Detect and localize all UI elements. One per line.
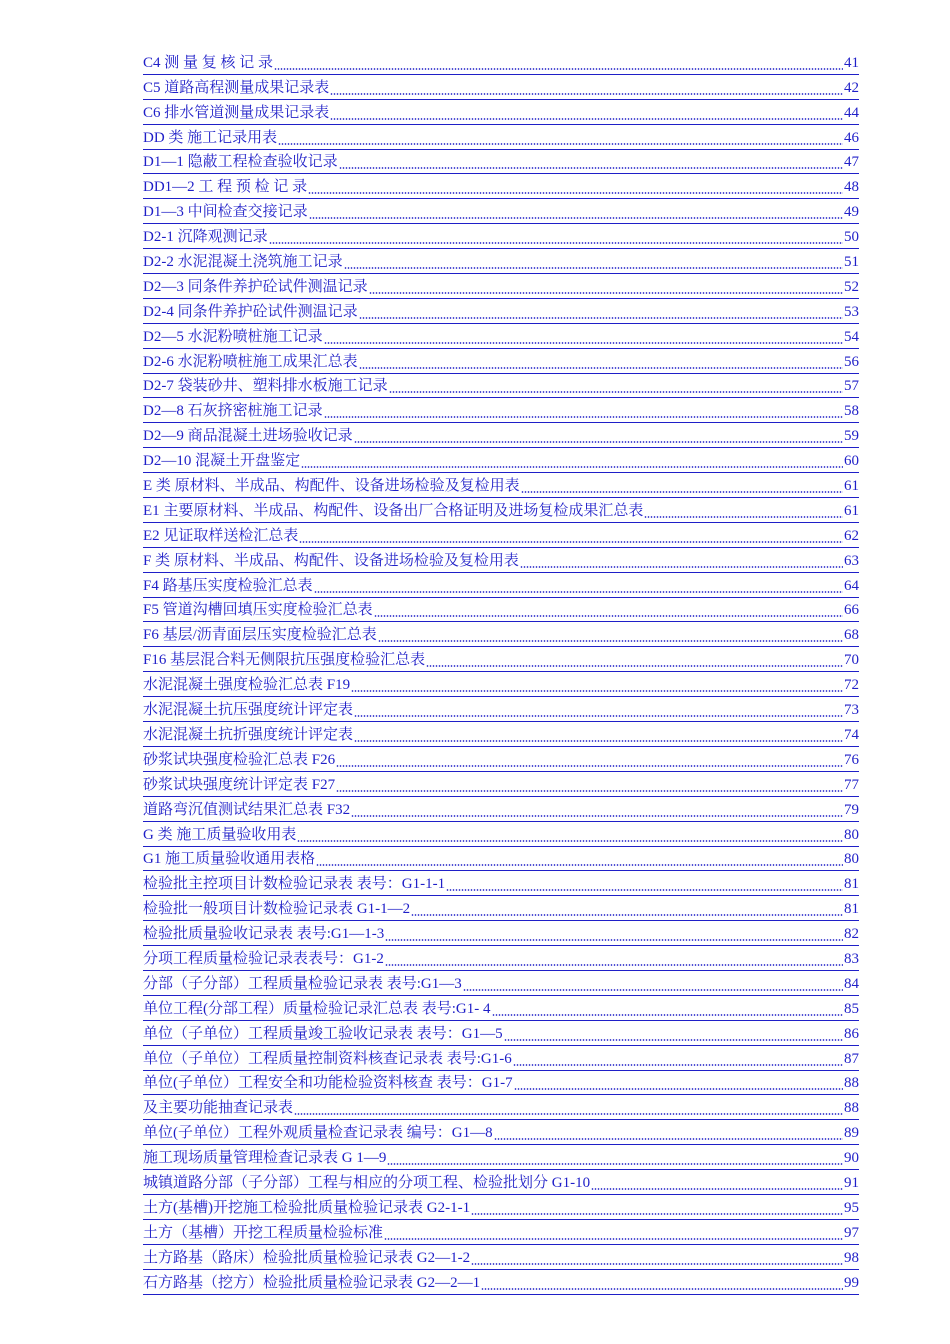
- toc-dot-leader: [354, 715, 843, 717]
- toc-entry-page-number: 89: [844, 1125, 859, 1142]
- toc-entry-title: 检验批一般项目计数检验记录表 G1-1—2: [143, 901, 411, 918]
- toc-entry[interactable]: [143, 1095, 859, 1120]
- toc-entry[interactable]: [143, 100, 859, 125]
- toc-entry[interactable]: [143, 174, 859, 199]
- toc-entry-page-number: 48: [844, 179, 859, 196]
- toc-entry[interactable]: [143, 1220, 859, 1245]
- toc-entry-page-number: 56: [844, 353, 859, 370]
- toc-entry-page-number: 80: [844, 826, 859, 843]
- toc-entry[interactable]: [143, 622, 859, 647]
- toc-entry-page-number: 53: [844, 303, 859, 320]
- toc-entry-title: 分项工程质量检验记录表表号：G1-2: [143, 950, 384, 967]
- toc-entry-title: C4 测 量 复 核 记 录: [143, 54, 274, 71]
- toc-dot-leader: [387, 1163, 843, 1165]
- toc-entry-title: 砂浆试块强度统计评定表 F27: [143, 776, 336, 793]
- table-of-contents: [143, 50, 859, 1295]
- toc-entry[interactable]: [143, 1071, 859, 1096]
- toc-entry[interactable]: [143, 747, 859, 772]
- toc-entry-page-number: 77: [844, 776, 859, 793]
- toc-entry-page-number: 74: [844, 726, 859, 743]
- toc-dot-leader: [274, 68, 843, 70]
- toc-entry-page-number: 63: [844, 552, 859, 569]
- toc-entry-title: D2-7 袋装砂井、塑料排水板施工记录: [143, 378, 388, 395]
- toc-entry[interactable]: [143, 1120, 859, 1145]
- toc-entry-page-number: 60: [844, 453, 859, 470]
- toc-entry-title: D2-1 沉降观测记录: [143, 229, 268, 246]
- toc-entry-page-number: 76: [844, 751, 859, 768]
- toc-entry-title: 单位（子单位）工程质量竣工验收记录表 表号：G1—5: [143, 1025, 503, 1042]
- toc-entry-page-number: 81: [844, 876, 859, 893]
- toc-entry[interactable]: [143, 598, 859, 623]
- toc-entry[interactable]: [143, 672, 859, 697]
- toc-entry-title: DD 类 施工记录用表: [143, 129, 278, 146]
- toc-entry[interactable]: [143, 125, 859, 150]
- toc-entry[interactable]: [143, 548, 859, 573]
- toc-entry[interactable]: [143, 50, 859, 75]
- toc-entry[interactable]: [143, 871, 859, 896]
- toc-entry-page-number: 54: [844, 328, 859, 345]
- toc-entry[interactable]: [143, 822, 859, 847]
- toc-entry[interactable]: [143, 498, 859, 523]
- toc-entry-page-number: 66: [844, 602, 859, 619]
- toc-entry-page-number: 46: [844, 129, 859, 146]
- toc-entry-title: D2—3 同条件养护砼试件测温记录: [143, 278, 368, 295]
- toc-dot-leader: [446, 889, 843, 891]
- toc-entry-title: 土方(基槽)开挖施工检验批质量检验记录表 G2-1-1: [143, 1199, 471, 1216]
- toc-entry[interactable]: [143, 847, 859, 872]
- toc-entry-title: G1 施工质量验收通用表格: [143, 851, 316, 868]
- toc-entry-title: 检验批主控项目计数检验记录表 表号：G1-1-1: [143, 876, 446, 893]
- toc-entry[interactable]: [143, 349, 859, 374]
- toc-entry[interactable]: [143, 249, 859, 274]
- toc-entry-page-number: 95: [844, 1199, 859, 1216]
- toc-entry-title: D2-6 水泥粉喷桩施工成果汇总表: [143, 353, 358, 370]
- toc-entry[interactable]: [143, 398, 859, 423]
- toc-entry-page-number: 83: [844, 950, 859, 967]
- toc-entry-page-number: 73: [844, 702, 859, 719]
- toc-entry[interactable]: [143, 1245, 859, 1270]
- toc-dot-leader: [359, 317, 843, 319]
- toc-dot-leader: [354, 740, 843, 742]
- toc-entry-title: DD1—2 工 程 预 检 记 录: [143, 179, 308, 196]
- toc-entry-page-number: 57: [844, 378, 859, 395]
- toc-entry-title: 检验批质量验收记录表 表号:G1—1-3: [143, 926, 385, 943]
- toc-entry-page-number: 79: [844, 801, 859, 818]
- toc-entry-page-number: 82: [844, 926, 859, 943]
- toc-dot-leader: [521, 491, 843, 493]
- toc-entry-page-number: 51: [844, 254, 859, 271]
- toc-entry-page-number: 70: [844, 652, 859, 669]
- toc-dot-leader: [426, 665, 843, 667]
- toc-dot-leader: [494, 1138, 843, 1140]
- toc-entry-title: D2—10 混凝土开盘鉴定: [143, 453, 301, 470]
- toc-entry[interactable]: [143, 75, 859, 100]
- toc-dot-leader: [520, 566, 843, 568]
- toc-entry-page-number: 44: [844, 104, 859, 121]
- toc-entry-page-number: 59: [844, 428, 859, 445]
- toc-entry[interactable]: [143, 1046, 859, 1071]
- toc-entry-page-number: 41: [844, 54, 859, 71]
- toc-entry[interactable]: [143, 971, 859, 996]
- toc-entry[interactable]: [143, 274, 859, 299]
- toc-dot-leader: [644, 516, 843, 518]
- toc-entry-title: F5 管道沟槽回填压实度检验汇总表: [143, 602, 373, 619]
- toc-entry-title: C5 道路高程测量成果记录表: [143, 79, 330, 96]
- toc-entry[interactable]: [143, 150, 859, 175]
- toc-entry-title: 水泥混凝土抗压强度统计评定表: [143, 702, 354, 719]
- toc-entry[interactable]: [143, 523, 859, 548]
- toc-entry-page-number: 58: [844, 403, 859, 420]
- toc-entry-title: 水泥混凝土抗折强度统计评定表: [143, 726, 354, 743]
- toc-entry[interactable]: [143, 573, 859, 598]
- toc-dot-leader: [294, 1113, 843, 1115]
- toc-entry[interactable]: [143, 946, 859, 971]
- toc-entry-title: F4 路基压实度检验汇总表: [143, 577, 313, 594]
- toc-dot-leader: [269, 242, 843, 244]
- toc-entry[interactable]: [143, 374, 859, 399]
- toc-entry-title: E1 主要原材料、半成品、构配件、设备出厂合格证明及进场复检成果汇总表: [143, 502, 644, 519]
- toc-dot-leader: [513, 1064, 843, 1066]
- toc-dot-leader: [471, 1263, 843, 1265]
- toc-entry[interactable]: [143, 647, 859, 672]
- toc-entry-page-number: 86: [844, 1025, 859, 1042]
- toc-dot-leader: [330, 118, 843, 120]
- toc-dot-leader: [278, 143, 843, 145]
- toc-entry-title: D2—8 石灰挤密桩施工记录: [143, 403, 323, 420]
- toc-entry-title: D1—1 隐蔽工程检查验收记录: [143, 154, 338, 171]
- toc-entry-title: 单位(子单位）工程外观质量检查记录表 编号：G1—8: [143, 1125, 493, 1142]
- toc-entry-title: D2-4 同条件养护砼试件测温记录: [143, 303, 358, 320]
- toc-dot-leader: [336, 790, 843, 792]
- toc-entry[interactable]: [143, 722, 859, 747]
- toc-entry-page-number: 47: [844, 154, 859, 171]
- toc-entry[interactable]: [143, 996, 859, 1021]
- toc-entry-page-number: 84: [844, 975, 859, 992]
- toc-entry-page-number: 81: [844, 901, 859, 918]
- toc-entry-title: D2—5 水泥粉喷桩施工记录: [143, 328, 323, 345]
- toc-dot-leader: [301, 466, 843, 468]
- toc-entry-page-number: 49: [844, 204, 859, 221]
- toc-dot-leader: [309, 217, 843, 219]
- toc-entry-title: 石方路基（挖方）检验批质量检验记录表 G2—2—1: [143, 1274, 481, 1291]
- toc-dot-leader: [336, 765, 843, 767]
- toc-dot-leader: [297, 840, 843, 842]
- toc-dot-leader: [308, 192, 843, 194]
- toc-entry-page-number: 64: [844, 577, 859, 594]
- toc-entry[interactable]: [143, 324, 859, 349]
- toc-dot-leader: [359, 367, 843, 369]
- toc-entry-title: D1—3 中间检查交接记录: [143, 204, 308, 221]
- toc-entry-page-number: 72: [844, 677, 859, 694]
- toc-entry[interactable]: [143, 772, 859, 797]
- toc-entry-title: 砂浆试块强度检验汇总表 F26: [143, 751, 336, 768]
- toc-dot-leader: [411, 914, 843, 916]
- toc-entry-title: 土方（基槽）开挖工程质量检验标准: [143, 1224, 384, 1241]
- toc-entry[interactable]: [143, 1145, 859, 1170]
- toc-entry-page-number: 50: [844, 229, 859, 246]
- toc-entry-title: E2 见证取样送检汇总表: [143, 527, 299, 544]
- toc-entry-title: 土方路基（路床）检验批质量检验记录表 G2—1-2: [143, 1249, 471, 1266]
- toc-entry-page-number: 85: [844, 1000, 859, 1017]
- toc-entry-title: E 类 原材料、半成品、构配件、设备进场检验及复检用表: [143, 478, 520, 495]
- toc-entry[interactable]: [143, 797, 859, 822]
- toc-dot-leader: [385, 964, 843, 966]
- toc-entry[interactable]: [143, 697, 859, 722]
- toc-dot-leader: [354, 441, 843, 443]
- toc-entry-title: 城镇道路分部（子分部）工程与相应的分项工程、检验批划分 G1-10: [143, 1174, 591, 1191]
- toc-entry-title: D2-2 水泥混凝土浇筑施工记录: [143, 254, 343, 271]
- toc-entry[interactable]: [143, 473, 859, 498]
- toc-entry[interactable]: [143, 1195, 859, 1220]
- toc-dot-leader: [324, 416, 843, 418]
- toc-dot-leader: [344, 267, 843, 269]
- toc-entry-title: D2—9 商品混凝土进场验收记录: [143, 428, 353, 445]
- toc-dot-leader: [504, 1039, 843, 1041]
- toc-entry[interactable]: [143, 1021, 859, 1046]
- toc-entry-page-number: 90: [844, 1150, 859, 1167]
- toc-entry[interactable]: [143, 199, 859, 224]
- toc-entry[interactable]: [143, 1270, 859, 1295]
- toc-dot-leader: [369, 292, 843, 294]
- toc-entry-page-number: 52: [844, 278, 859, 295]
- toc-entry-page-number: 91: [844, 1174, 859, 1191]
- toc-entry-page-number: 61: [844, 478, 859, 495]
- toc-entry-title: C6 排水管道测量成果记录表: [143, 104, 330, 121]
- toc-dot-leader: [351, 815, 843, 817]
- toc-dot-leader: [385, 939, 843, 941]
- toc-entry[interactable]: [143, 299, 859, 324]
- toc-dot-leader: [481, 1288, 843, 1290]
- toc-entry-page-number: 98: [844, 1249, 859, 1266]
- toc-entry-page-number: 88: [844, 1075, 859, 1092]
- toc-dot-leader: [591, 1188, 843, 1190]
- toc-dot-leader: [378, 640, 843, 642]
- toc-entry[interactable]: [143, 224, 859, 249]
- toc-entry-title: 及主要功能抽查记录表: [143, 1100, 294, 1117]
- toc-dot-leader: [330, 93, 843, 95]
- toc-entry[interactable]: [143, 896, 859, 921]
- toc-entry-page-number: 87: [844, 1050, 859, 1067]
- toc-entry-title: 水泥混凝土强度检验汇总表 F19: [143, 677, 351, 694]
- toc-entry[interactable]: [143, 1170, 859, 1195]
- toc-entry-title: F6 基层/沥青面层压实度检验汇总表: [143, 627, 377, 644]
- toc-dot-leader: [351, 690, 843, 692]
- toc-entry-title: G 类 施工质量验收用表: [143, 826, 297, 843]
- toc-entry[interactable]: [143, 921, 859, 946]
- toc-dot-leader: [299, 541, 843, 543]
- toc-dot-leader: [316, 864, 843, 866]
- toc-dot-leader: [463, 989, 843, 991]
- toc-entry-page-number: 99: [844, 1274, 859, 1291]
- toc-entry-title: 道路弯沉值测试结果汇总表 F32: [143, 801, 351, 818]
- toc-entry-page-number: 42: [844, 79, 859, 96]
- toc-entry-title: 单位(子单位）工程安全和功能检验资料核查 表号：G1-7: [143, 1075, 513, 1092]
- toc-entry-title: 分部（子分部）工程质量检验记录表 表号:G1—3: [143, 975, 462, 992]
- toc-dot-leader: [324, 342, 843, 344]
- toc-entry-title: 单位（子单位）工程质量控制资料核查记录表 表号:G1-6: [143, 1050, 512, 1067]
- toc-entry[interactable]: [143, 448, 859, 473]
- toc-entry-page-number: 61: [844, 502, 859, 519]
- toc-dot-leader: [514, 1088, 843, 1090]
- toc-entry-page-number: 88: [844, 1100, 859, 1117]
- toc-entry-title: F 类 原材料、半成品、构配件、设备进场检验及复检用表: [143, 552, 519, 569]
- toc-dot-leader: [374, 615, 843, 617]
- toc-dot-leader: [339, 167, 843, 169]
- toc-entry-page-number: 68: [844, 627, 859, 644]
- toc-dot-leader: [384, 1238, 843, 1240]
- toc-dot-leader: [471, 1213, 843, 1215]
- toc-dot-leader: [492, 1014, 844, 1016]
- toc-entry[interactable]: [143, 423, 859, 448]
- toc-entry-page-number: 97: [844, 1224, 859, 1241]
- toc-entry-page-number: 80: [844, 851, 859, 868]
- toc-dot-leader: [314, 591, 843, 593]
- toc-entry-title: 单位工程(分部工程）质量检验记录汇总表 表号:G1- 4: [143, 1000, 491, 1017]
- toc-entry-title: 施工现场质量管理检查记录表 G 1—9: [143, 1150, 387, 1167]
- toc-dot-leader: [389, 391, 843, 393]
- toc-entry-page-number: 62: [844, 527, 859, 544]
- toc-entry-title: F16 基层混合料无侧限抗压强度检验汇总表: [143, 652, 426, 669]
